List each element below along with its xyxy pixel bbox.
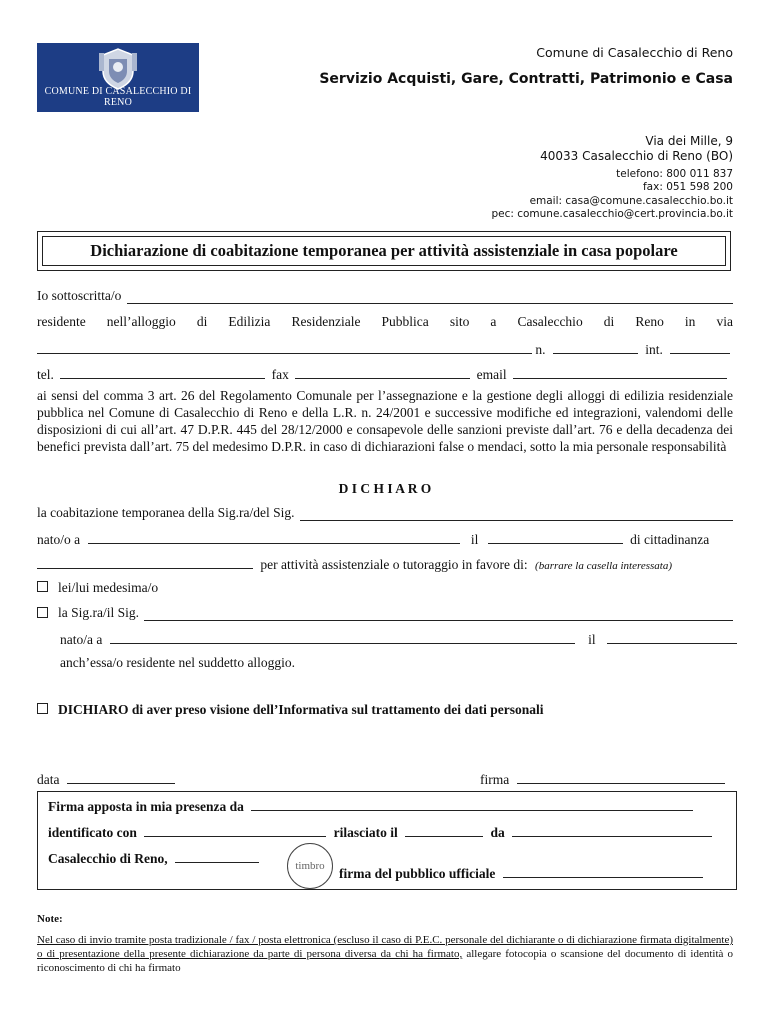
identificato-field[interactable] [144,823,326,837]
casalecchio-label: Casalecchio di Reno, [48,851,168,866]
barrare-hint: (barrare la casella interessata) [535,560,673,572]
coabitazione-field[interactable] [300,507,733,521]
option-self-checkbox[interactable] [37,581,48,592]
n-field[interactable] [553,340,638,354]
firma-field[interactable] [517,770,725,784]
casalecchio-date-field[interactable] [175,849,259,863]
cittadinanza-label: di cittadinanza [630,532,710,547]
note-underlined: Nel caso di invio tramite posta tradizionale / fax / posta elettronica (escluso il caso di P.E.C. personale del dichiarante o di dichiarazione firmata digitalmente) o di presentazione della presente dichiarazione da parte di persona diversa da chi ha firmato, [37,934,733,960]
address-line-2: 40033 Casalecchio di Reno (BO) [540,149,733,163]
informativa-label: DICHIARO di aver preso visione dell’Informativa sul trattamento dei dati personali [58,702,544,717]
informativa-checkbox[interactable] [37,703,48,714]
fax-field[interactable] [295,365,470,379]
stamp-circle [287,843,333,889]
residente-word: Edilizia [228,314,271,329]
entity-name: Comune di Casalecchio di Reno [536,45,733,60]
coabitazione-label: la coabitazione temporanea della Sig.ra/del Sig. [37,505,295,520]
identificato-label: identificato con [48,825,137,840]
title-box [37,231,731,271]
il2-label: il [588,632,596,647]
rilasciato-field[interactable] [405,823,483,837]
legal-paragraph: ai sensi del comma 3 art. 26 del Regolamento Comunale per l’assegnazione e la gestione degli alloggi di edilizia residenziale pubblica nel Comune di Casalecchio di Reno e della L.R. n. 24/2001 e successive modifiche ed integrazioni, valendomi delle disposizioni di cui all’art. 47 D.P.R. 445 del 28/12/2000 e consapevole delle sanzioni previste dall’art. 76 e della decadenza dei benefici prevista dall’art. 75 del medesimo D.P.R. in caso di dichiarazioni false o mendaci, sotto la mia personale responsabilità [37,388,733,454]
logo-text: COMUNE DI CASALECCHIO DI RENO [44,86,192,108]
da-label: da [490,825,505,840]
option-other-checkbox[interactable] [37,607,48,618]
note-text [37,933,733,975]
nato-field[interactable] [88,530,460,544]
sottoscritto-label: Io sottoscritta/o [37,288,122,303]
residente-word: sito [449,314,470,329]
residente-word: di [603,314,615,329]
cittadinanza-field[interactable] [37,555,253,569]
residente-word: di [196,314,208,329]
fax-label: fax [271,367,289,382]
residente-word: Pubblica [381,314,429,329]
residente-word: Residenziale [291,314,361,329]
residente-line [37,314,733,330]
via-field[interactable] [37,340,532,354]
address-line-1: Via dei Mille, 9 [645,134,733,148]
fax-number: fax: 051 598 200 [642,181,733,193]
residente-word: residente [37,314,86,329]
anch-essa-text: anch’essa/o residente nel suddetto alloggio. [60,655,296,670]
residente-word: nell’alloggio [106,314,176,329]
dichiaro-heading: D I C H I A R O [338,481,432,496]
il-field[interactable] [488,530,623,544]
option-other-label: la Sig.ra/il Sig. [58,605,139,620]
firma-pu-label: firma del pubblico ufficiale [339,866,496,881]
attivita-label: per attività assistenziale o tutoraggio in favore di: [260,557,528,572]
email-label: email [476,367,507,382]
phone: telefono: 800 011 837 [616,168,733,180]
department-name: Servizio Acquisti, Gare, Contratti, Patrimonio e Casa [319,71,733,87]
firma-apposta-field[interactable] [251,797,693,811]
int-label: int. [645,342,663,357]
email-field[interactable] [513,365,727,379]
il2-field[interactable] [607,630,737,644]
stamp-label: timbro [295,860,325,872]
il-label: il [470,532,479,547]
firma-apposta-label: Firma apposta in mia presenza da [48,799,244,814]
residente-word: via [716,314,733,329]
note-rest: allegare fotocopia o scansione del documento di identità o riconoscimento di chi ha firmato [37,948,733,974]
coat-of-arms-icon [95,47,141,91]
option-other-field[interactable] [144,607,733,621]
nato-a2-label: nato/a a [60,632,103,647]
residente-word: a [490,314,497,329]
tel-label: tel. [37,367,54,382]
data-field[interactable] [67,770,175,784]
sottoscritto-field[interactable] [127,290,733,304]
pec-address: pec: comune.casalecchio@cert.provincia.bo.it [491,208,733,220]
firma-pu-field[interactable] [503,864,703,878]
tel-field[interactable] [60,365,265,379]
residente-word: Reno [635,314,664,329]
firma-label: firma [480,772,510,787]
da-field[interactable] [512,823,712,837]
document-title: Dichiarazione di coabitazione temporanea per attività assistenziale in casa popolare [90,241,678,260]
int-field[interactable] [670,340,730,354]
nato-label: nato/o a [37,532,81,547]
residente-word: Casalecchio [517,314,583,329]
residente-word: in [684,314,696,329]
option-self-label: lei/lui medesima/o [58,580,159,595]
note-label: Note: [37,913,63,925]
rilasciato-label: rilasciato il [333,825,398,840]
municipality-logo [37,43,199,112]
nato-a2-field[interactable] [110,630,575,644]
email-address: email: casa@comune.casalecchio.bo.it [529,195,733,207]
n-label: n. [535,342,546,357]
data-label: data [37,772,60,787]
